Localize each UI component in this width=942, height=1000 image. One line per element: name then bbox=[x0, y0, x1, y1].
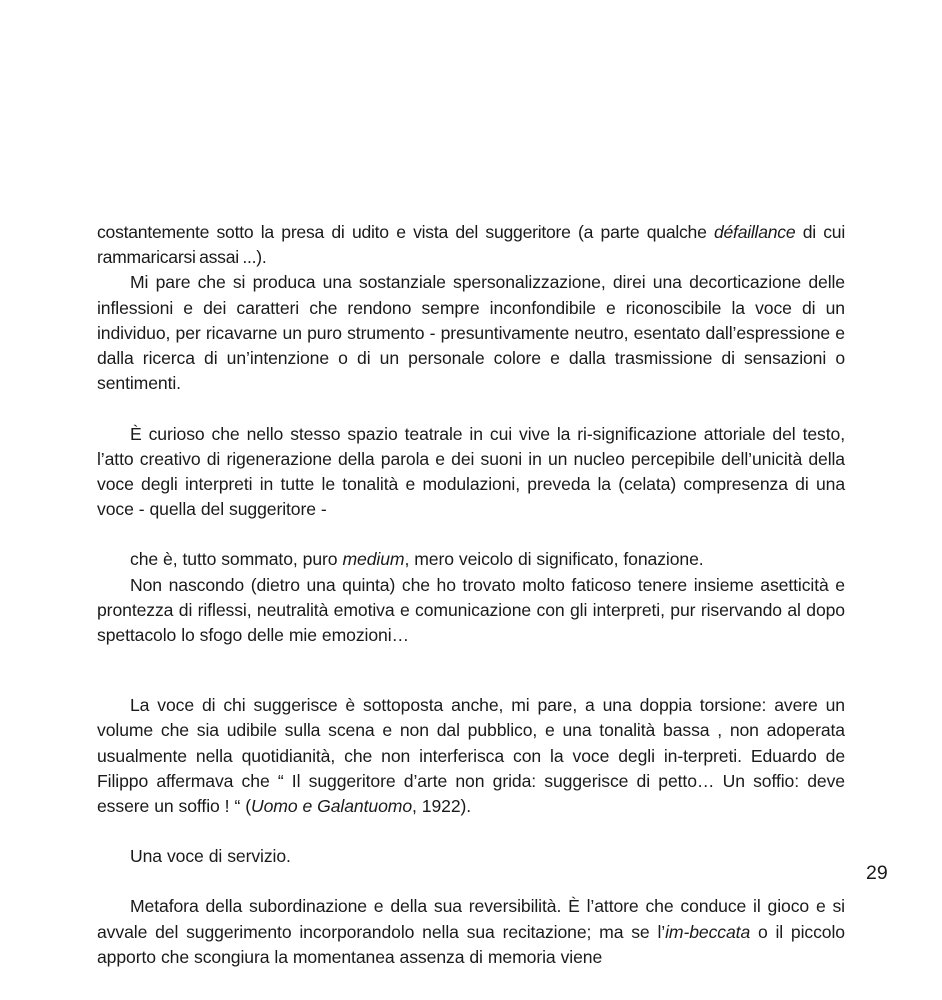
paragraph-text-run: Una voce di servizio. bbox=[130, 846, 291, 867]
paragraph-text-run: , mero veicolo di significato, fonazione. bbox=[404, 549, 704, 570]
paragraph-text-run: Non nascondo (dietro una quinta) che ho trovato molto faticoso tenere insieme asetticità e prontezza di riflessi, neutralità emotiva e comunicazione con gli interpreti, pur riservando al dopo spettacolo lo sfogo delle mie emozioni… bbox=[97, 574, 845, 646]
paragraph-text-run: di cui rammaricarsi assai ...). bbox=[97, 222, 845, 268]
italic-run-uomo-e-galantuomo: Uomo e Galantuomo bbox=[250, 796, 413, 817]
paragraph-text-run: o il piccolo apporto che scongiura la momentanea assenza di memoria viene bbox=[97, 921, 845, 967]
paragraph-una-voce-di-servizio bbox=[97, 844, 845, 869]
italic-run-imbeccata: im-beccata bbox=[665, 921, 751, 942]
paragraph-text-run: Mi pare che si produca una sostanziale spersonalizzazione, direi una decorticazione delle inflessioni e dei caratteri che rendono sempre inconfondibile e riconoscibile la voce di un individuo, per ricavarne un puro strumento - presuntivamente neutro, esentato dall’espressione e dalla ricerca di un’intenzione o di un personale colore e dalla trasmissione di sensazioni o sentimenti. bbox=[97, 272, 845, 394]
paragraph-metafora bbox=[97, 894, 845, 970]
paragraph-mi-pare bbox=[97, 270, 845, 421]
paragraph-che-e bbox=[97, 547, 845, 572]
paragraph-text-run: costantemente sotto la presa di udito e vista del suggeritore (a parte qualche bbox=[97, 222, 714, 242]
paragraph-text-run: , 1922). bbox=[412, 796, 472, 817]
text-column bbox=[97, 220, 845, 970]
paragraph-la-voce bbox=[97, 693, 845, 819]
paragraph-text-run: che è, tutto sommato, puro bbox=[130, 549, 343, 570]
italic-run-defaillance: défaillance bbox=[713, 222, 796, 242]
paragraph-continuation bbox=[97, 220, 845, 270]
paragraph-text-run: La voce di chi suggerisce è sottoposta anche, mi pare, a una doppia torsione: avere un volume che sia udibile sulla scena e non dal pubblico, e una tonalità bassa , non adoperata usualmente nella quotidianità, che non interferisca con la voce degli in-terpreti. Eduardo de Filippo affermava che “ Il suggeritore d’arte non grida: suggerisce di petto… Un soffio: deve essere un soffio ! “ ( bbox=[97, 695, 845, 817]
italic-run-medium: medium bbox=[342, 549, 405, 570]
paragraph-text-run: È curioso che nello stesso spazio teatrale in cui vive la ri-significazione attoriale del testo, l’atto creativo di rigenerazione della parola e dei suoni in un nucleo percepibile dell’unicità della voce degli interpreti in tutte le tonalità e modulazioni, preveda la (celata) compresenza di una voce - quella del suggeritore - bbox=[97, 423, 845, 520]
paragraph-text-run: Metafora della subordinazione e della sua reversibilità. È l’attore che conduce il gioco e si avvale del suggerimento incorporandolo nella sua recitazione; ma se l’ bbox=[97, 896, 845, 942]
page-number: 29 bbox=[866, 862, 888, 884]
paragraph-non-nascondo bbox=[97, 573, 845, 649]
paragraph-e-curioso bbox=[97, 422, 845, 523]
